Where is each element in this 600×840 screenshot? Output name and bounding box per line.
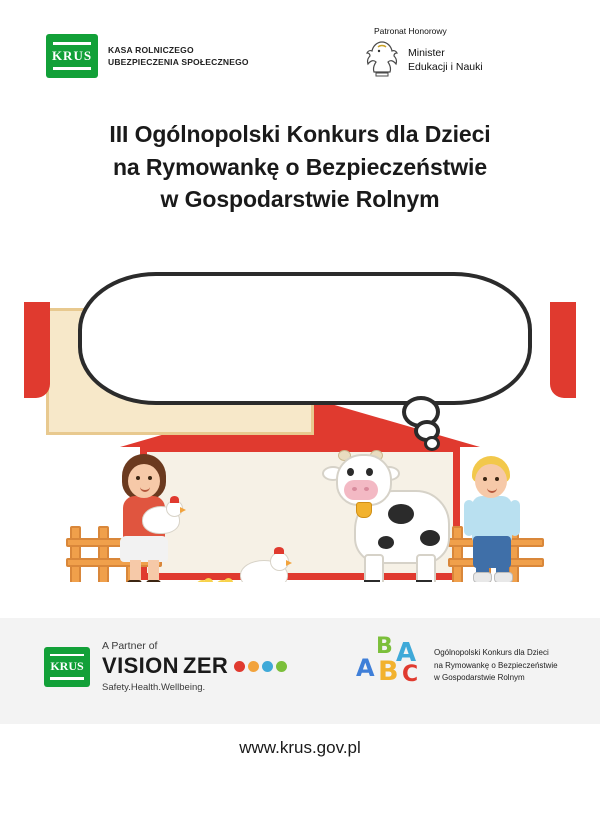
fence-post <box>70 526 81 584</box>
vision-zero-tagline: Safety.Health.Wellbeing. <box>102 682 206 693</box>
hen-beak <box>286 560 292 566</box>
cow-nostril <box>352 487 357 491</box>
barn-curtain-left <box>24 302 50 398</box>
hen-comb <box>274 547 284 554</box>
ministry-line2: Edukacji i Nauki <box>408 61 483 73</box>
abc-letter: B <box>376 634 393 659</box>
girl-eye <box>136 476 140 480</box>
contest-caption-line-2: na Rymowankę o Bezpieczeństwie <box>434 660 558 670</box>
patronage-block <box>364 26 564 82</box>
fence-post <box>98 526 109 584</box>
zero-word: ZER <box>182 653 229 678</box>
abc-letter: B <box>378 656 399 687</box>
boy-eye <box>495 477 499 481</box>
krus-footer-bar-bottom <box>50 677 84 680</box>
cow-eye <box>366 468 373 476</box>
contest-logo-caption <box>434 647 558 684</box>
vision-zero-dot <box>276 661 287 672</box>
abc-letter: C <box>402 662 419 687</box>
cow-nostril <box>364 487 369 491</box>
patronage-label: Patronat Honorowy <box>374 26 447 36</box>
krus-logo-icon <box>46 34 98 78</box>
website-url[interactable]: www.krus.gov.pl <box>239 738 361 757</box>
poster-header <box>0 26 600 96</box>
krus-logo-text <box>108 44 249 69</box>
ministry-text <box>408 46 483 74</box>
chicken-comb <box>170 496 179 503</box>
abc-letter: A <box>356 654 375 682</box>
polish-eagle-icon <box>364 38 400 82</box>
cow-spot <box>388 504 414 524</box>
girl-eye <box>148 476 152 480</box>
poster-title <box>0 118 600 216</box>
abc-letters-icon <box>352 636 424 696</box>
vision-zero-dot <box>248 661 259 672</box>
chicken-beak <box>180 507 186 513</box>
title-line-2: na Rymowankę o Bezpieczeństwie <box>112 153 488 180</box>
vision-zero-dots <box>234 661 287 672</box>
boy-eye <box>483 477 487 481</box>
title-line-1: III Ogólnopolski Konkurs dla Dzieci <box>109 121 491 147</box>
barn-curtain-right <box>550 302 576 398</box>
krus-name-line2: UBEZPIECZENIA SPOŁECZNEGO <box>108 57 249 67</box>
krus-logo-bar-bottom <box>53 67 91 70</box>
abc-letter: A <box>396 638 417 668</box>
krus-name-line1: KASA ROLNICZEGO <box>108 44 194 55</box>
ground-strip <box>0 582 600 608</box>
cow-character <box>330 448 450 588</box>
vision-zero-wordmark <box>102 653 287 679</box>
vision-zero-dot <box>234 661 245 672</box>
contest-caption-line-3: w Gospodarstwie Rolnym <box>434 673 525 683</box>
vision-word: VISION <box>102 653 179 678</box>
girl-leg <box>148 560 159 582</box>
krus-footer-logo-icon <box>44 647 90 687</box>
speech-bubble <box>78 272 532 405</box>
cow-spot <box>420 530 440 546</box>
vision-zero-text <box>102 640 287 693</box>
cow-eye <box>347 468 354 476</box>
contest-caption-line-1: Ogólnopolski Konkurs dla Dzieci <box>434 648 549 658</box>
ministry-line1: Minister <box>408 46 445 59</box>
cow-bell-icon <box>356 502 372 518</box>
boy-character <box>462 456 524 586</box>
cow-muzzle <box>344 480 378 500</box>
girl-skirt <box>120 536 168 562</box>
krus-logo-block <box>46 34 249 78</box>
title-line-3: w Gospodarstwie Rolnym <box>160 186 440 213</box>
cow-spot <box>378 536 394 549</box>
vision-zero-dot <box>262 661 273 672</box>
vision-zero-block <box>44 640 287 693</box>
krus-footer-logo-letters: KRUS <box>50 659 84 673</box>
held-chicken-icon <box>142 500 182 534</box>
girl-leg <box>130 560 141 582</box>
contest-logo-block <box>352 636 558 696</box>
girl-face <box>128 464 160 498</box>
partner-label: A Partner of <box>102 640 158 652</box>
krus-logo-letters: KRUS <box>51 48 93 63</box>
ministry-row <box>364 38 564 82</box>
speech-bubble-tail-small <box>424 436 440 451</box>
